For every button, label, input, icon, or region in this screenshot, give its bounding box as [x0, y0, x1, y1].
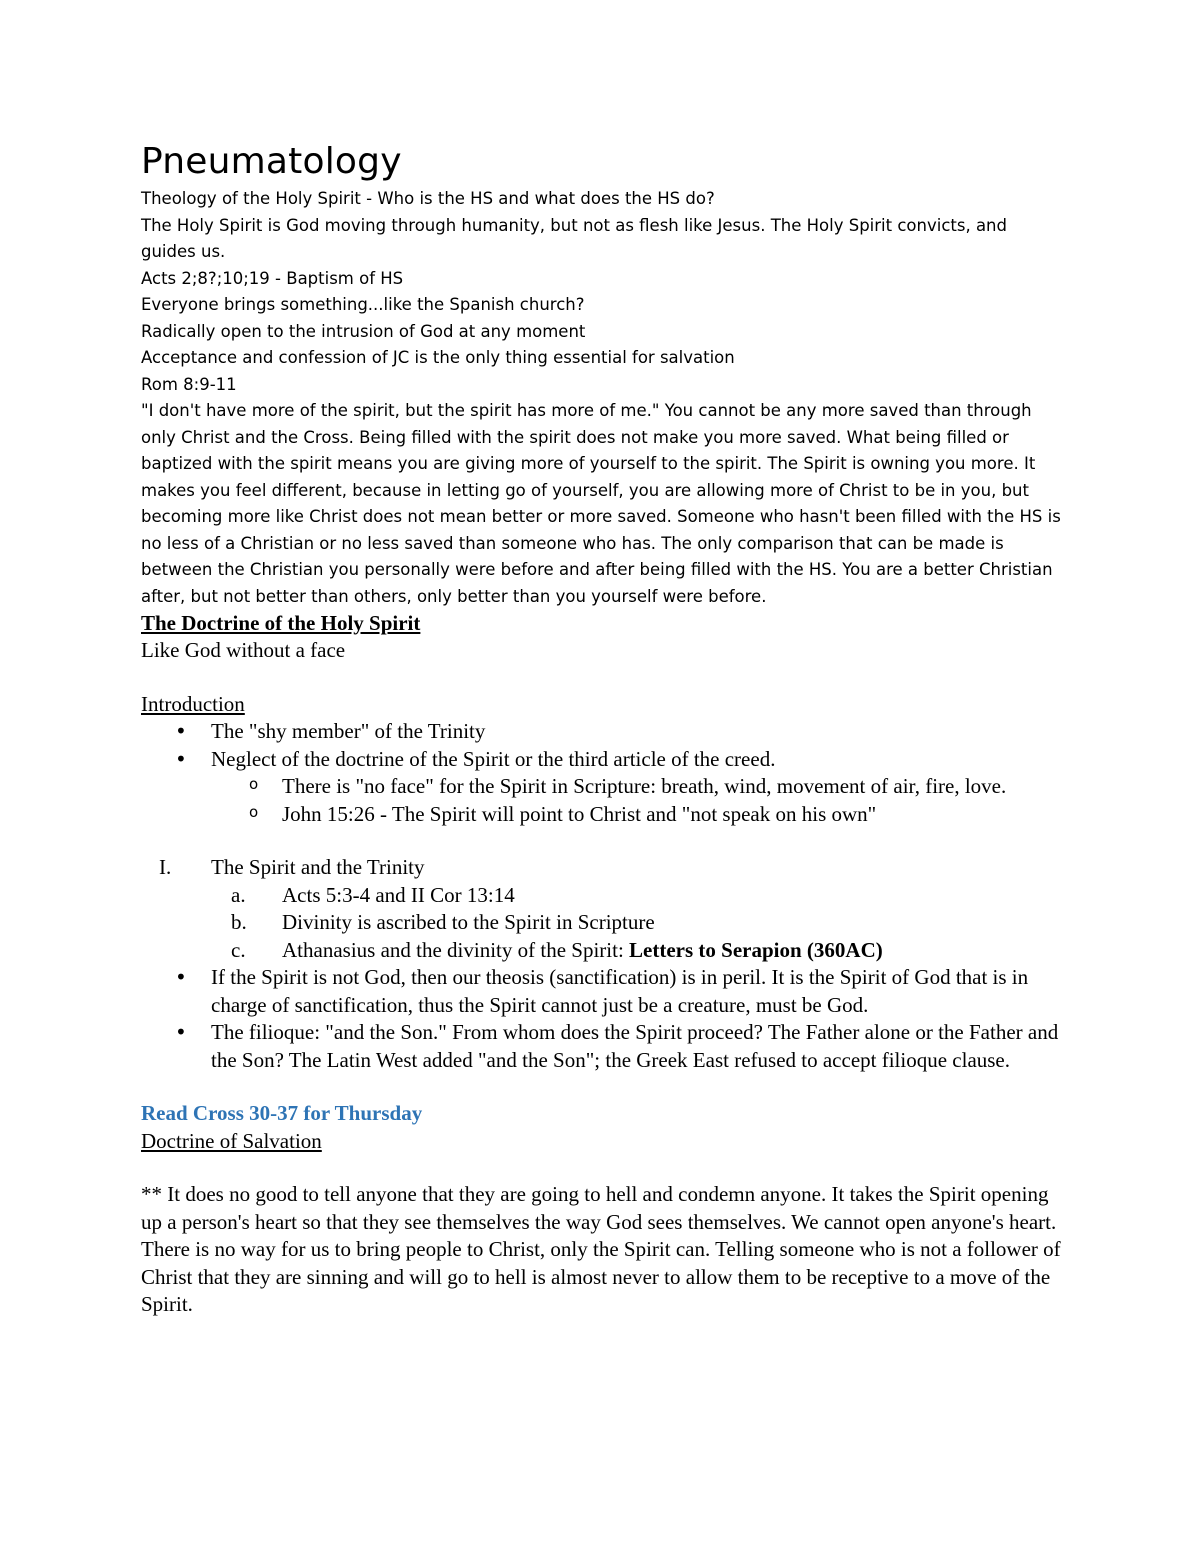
bullet-item: • The "shy member" of the Trinity	[141, 718, 1061, 746]
sub-bullet-item: o John 15:26 - The Spirit will point to Christ and "not speak on his own"	[141, 801, 1061, 829]
introduction-label: Introduction	[141, 691, 245, 716]
alpha-item: b. Divinity is ascribed to the Spirit in Scripture	[231, 910, 655, 934]
note-line: Theology of the Holy Spirit - Who is the HS and what does the HS do?	[141, 189, 715, 208]
bullet-list-2	[141, 964, 1061, 1074]
note-line: Rom 8:9-11	[141, 374, 237, 394]
notes-section	[141, 186, 1061, 610]
note-line: Acceptance and confession of JC is the only thing essential for salvation	[141, 348, 735, 367]
sub-bullet-item: o There is "no face" for the Spirit in Scripture: breath, wind, movement of air, fire, love.	[141, 773, 1061, 801]
alpha-item: c. Athanasius and the divinity of the Spirit: Letters to Serapion (360AC)	[231, 937, 883, 962]
alpha-item: a. Acts 5:3-4 and II Cor 13:14	[231, 882, 515, 907]
note-line: Everyone brings something...like the Spanish church?	[141, 295, 585, 314]
roman-list	[141, 854, 1061, 882]
salvation-heading: Doctrine of Salvation	[141, 1128, 322, 1153]
salvation-paragraph: ** It does no good to tell anyone that they are going to hell and condemn anyone. It takes the Spirit opening up a person's heart so that they see themselves the way God sees themselves. We cannot open anyone's heart. There is no way for us to bring people to Christ, only the Spirit can. Telling someone who is not a follower of Christ that they are sinning and will go to hell is almost never to allow them to be receptive to a move of the Spirit.	[141, 1182, 1061, 1316]
note-line: Radically open to the intrusion of God at any moment	[141, 321, 586, 341]
note-line: The Holy Spirit is God moving through humanity, but not as flesh like Jesus. The Holy Spirit convicts, and guides us.	[141, 215, 1007, 261]
bullet-item: • The filioque: "and the Son." From whom does the Spirit proceed? The Father alone or the Father and the Son? The Latin West added "and the Son"; the Greek East refused to accept filioque clause.	[141, 1019, 1061, 1074]
roman-numeral: I.	[159, 855, 172, 879]
intro-sub-list	[141, 773, 1061, 828]
note-line: Acts 2;8?;10;19 - Baptism of HS	[141, 268, 404, 288]
doctrine-section	[141, 610, 1061, 1319]
note-paragraph: "I don't have more of the spirit, but the spirit has more of me." You cannot be any more saved than through only Christ and the Cross. Being filled with the spirit does not make you more saved. What being filled or baptized with the spirit means you are giving more of yourself to the spirit. The Spirit is owning you more. It makes you feel different, because in letting go of yourself, you are allowing more of Christ to be in you, but becoming more like Christ does not mean better or more saved. Someone who hasn't been filled with the HS is no less of a Christian or no less saved than someone who has. The only comparison that can be made is between the Christian you personally were before and after being filled with the HS. You are a better Christian after, but not better than others, only better than you yourself were before.	[141, 401, 1061, 606]
bullet-item: • If the Spirit is not God, then our theosis (sanctification) is in peril. It is the Spirit of God that is in charge of sanctification, thus the Spirit cannot just be a creature, must be God.	[141, 964, 1061, 1019]
bullet-item: • Neglect of the doctrine of the Spirit or the third article of the creed.	[141, 746, 1061, 774]
page-title: Pneumatology	[141, 141, 402, 182]
intro-bullet-list	[141, 718, 1061, 773]
bold-title: Letters to Serapion (360AC)	[629, 937, 883, 962]
section-subtitle: Like God without a face	[141, 638, 346, 662]
section-heading: The Doctrine of the Holy Spirit	[141, 611, 421, 635]
reading-assignment: Read Cross 30-37 for Thursday	[141, 1101, 423, 1125]
document-page	[141, 138, 1061, 1319]
alpha-list	[141, 882, 1061, 965]
roman-item: I. The Spirit and the Trinity	[141, 854, 1061, 882]
